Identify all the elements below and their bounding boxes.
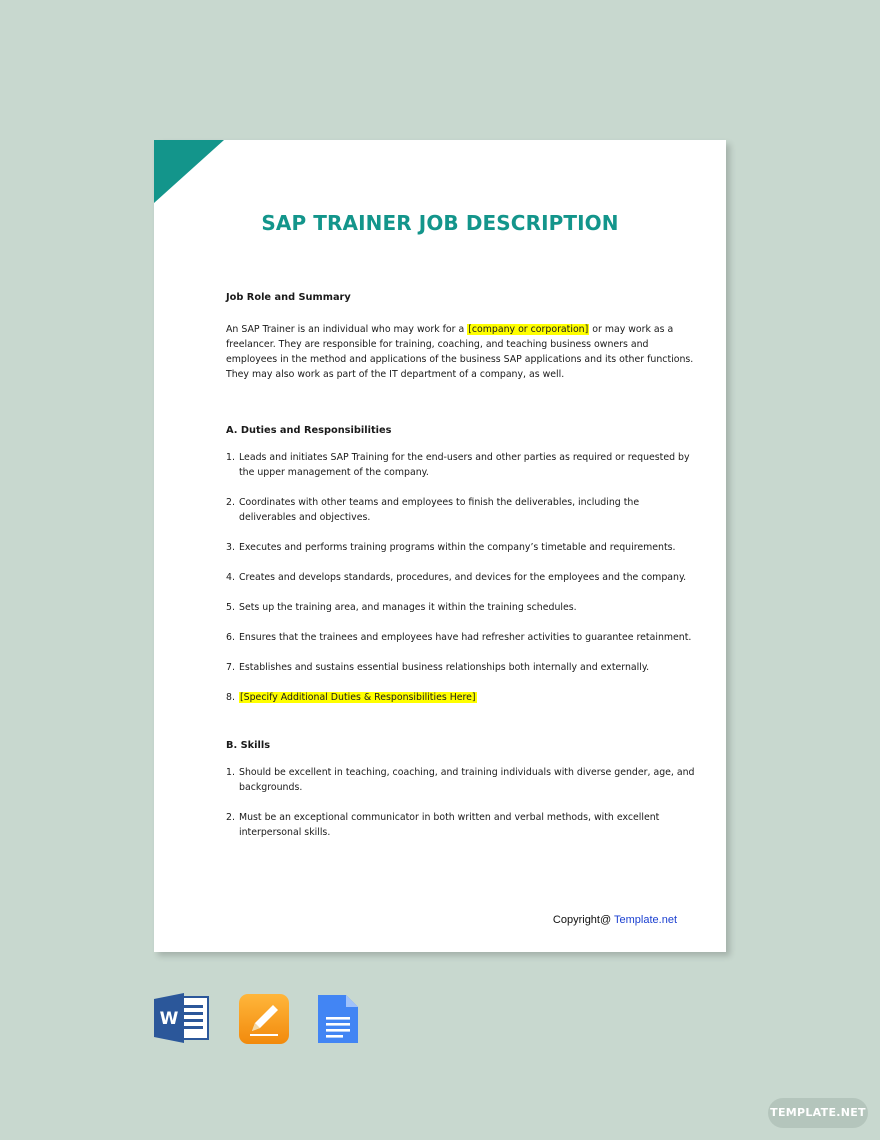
skill-text: Should be excellent in teaching, coaching, and training individuals with diverse gender, age, and backgrounds.: [239, 767, 695, 793]
duty-number: 4.: [226, 572, 235, 583]
word-icon[interactable]: [154, 993, 210, 1043]
skill-item: [226, 810, 696, 840]
duty-text: Sets up the training area, and manages it within the training schedules.: [239, 602, 577, 613]
skill-number: 2.: [226, 812, 235, 823]
duty-item: [226, 660, 696, 675]
duty-item: [226, 450, 696, 480]
skill-item: [226, 765, 696, 795]
duty-item: [226, 600, 696, 615]
template-net-badge[interactable]: TEMPLATE.NET: [768, 1098, 868, 1128]
duty-number: 8.: [226, 692, 235, 703]
duty-item: [226, 630, 696, 645]
summary-text-before: An SAP Trainer is an individual who may work for a: [226, 324, 468, 335]
summary-paragraph: [226, 322, 696, 382]
duty-text: Executes and performs training programs within the company’s timetable and requirements.: [239, 542, 676, 553]
pages-icon[interactable]: [238, 993, 290, 1045]
skill-text: Must be an exceptional communicator in both written and verbal methods, with excellent interpersonal skills.: [239, 812, 660, 838]
document-page: [154, 140, 726, 952]
duties-list: [226, 450, 696, 705]
skills-list: [226, 765, 696, 840]
duty-item: [226, 495, 696, 525]
duty-text: Coordinates with other teams and employees to finish the deliverables, including the deliverables and objectives.: [239, 497, 640, 523]
duty-number: 7.: [226, 662, 235, 673]
google-docs-icon[interactable]: [316, 993, 360, 1045]
skills-heading: B. Skills: [226, 740, 271, 751]
duties-heading: A. Duties and Responsibilities: [226, 425, 392, 436]
summary-highlight: [company or corporation]: [468, 324, 589, 335]
corner-accent: [154, 140, 224, 203]
duty-number: 6.: [226, 632, 235, 643]
duty-number: 2.: [226, 497, 235, 508]
copyright-label: Copyright@: [552, 914, 615, 926]
word-letter: W: [159, 1009, 179, 1029]
duty-number: 3.: [226, 542, 235, 553]
document-body: [226, 290, 696, 840]
duty-placeholder-highlight: [Specify Additional Duties & Responsibilities Here]: [240, 692, 476, 703]
copyright-link[interactable]: Template.net: [614, 914, 677, 926]
duty-item: [226, 690, 696, 705]
skill-number: 1.: [226, 767, 235, 778]
duty-number: 1.: [226, 452, 235, 463]
duty-text: Creates and develops standards, procedures, and devices for the employees and the company.: [239, 572, 687, 583]
duty-text: Ensures that the trainees and employees have had refresher activities to guarantee retainment.: [239, 632, 692, 643]
copyright-line: [553, 914, 677, 926]
duty-text: Establishes and sustains essential business relationships both internally and externally.: [239, 662, 650, 673]
document-title: SAP TRAINER JOB DESCRIPTION: [261, 211, 619, 235]
duty-item: [226, 540, 696, 555]
duty-item: [226, 570, 696, 585]
duty-number: 5.: [226, 602, 235, 613]
duty-text: Leads and initiates SAP Training for the end-users and other parties as required or requested by the upper management of the company.: [239, 452, 690, 478]
summary-text-after: or may work as a freelancer. They are responsible for training, coaching, and teaching business owners and employees in the method and applications of the business SAP applications and its other functions. They may also work as part of the IT department of a company, as well.: [226, 324, 694, 380]
summary-heading: Job Role and Summary: [226, 292, 351, 303]
